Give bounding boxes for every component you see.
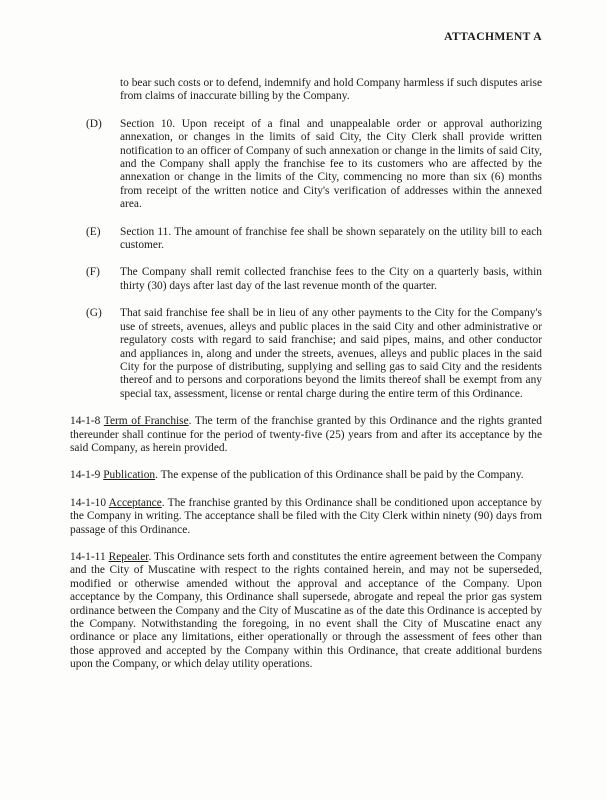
section-number: 14-1-9 [70,469,104,482]
item-text: The Company shall remit collected franchise fees to the City on a quarterly basis, within thirty (30) days after last day of the last revenue month of the quarter. [120,266,542,292]
item-label: (E) [86,225,101,238]
section-14-1-10 [70,497,542,537]
section-text: . The franchise granted by this Ordinance shall be conditioned upon acceptance by the Company in writing. The acceptance shall be filed with the City Clerk within ninety (90) days from passage of this Ordinance. [70,496,542,536]
list-item-f [86,266,542,293]
section-text: . This Ordinance sets forth and constitutes the entire agreement between the Company and the City of Muscatine with respect to the rights contained herein, and may not be superseded, modified or otherwise amended without the approval and acceptance of the Company. Upon acceptance by the Company, this Ordinance shall supersede, abrogate and repeal the prior gas system ordinance between the Company and the City of Muscatine as of the date this Ordinance is accepted by the Company. Notwithstanding the foregoing, in no event shall the City of Muscatine enact any ordinance or place any limitations, either operationally or through the assessment of fees other than those approved and accepted by the Company within this Ordinance, that create additional burdens upon the Company, or which delay utility operations. [70,550,542,671]
item-label: (F) [86,266,100,279]
item-text: Section 10. Upon receipt of a final and unappealable order or approval authorizing annexation, or changes in the limits of said City, the City Clerk shall provide written notification to an officer of Company of such annexation or change in the limits of said City, and the Company shall apply the franchise fee to its customers who are affected by the annexation or change in the limits of the City, commencing no more than six (6) months from receipt of the written notice and City's verification of addresses within the annexed area. [120,117,542,211]
item-text: That said franchise fee shall be in lieu of any other payments to the City for the Company's use of streets, avenues, alleys and public places in the said City and other administrative or regulatory costs with regard to said franchise; and said pipes, mains, and other conductor and appliances in, along and under the streets, avenues, alleys and public places in the said City for the purpose of distributing, supplying and selling gas to said City and the residents thereof and to persons and corporations beyond the limits thereof shall be exempt from any special tax, assessment, license or rental charge during the entire term of this Ordinance. [120,307,542,400]
list-item-e [86,226,542,253]
section-14-1-11 [70,551,542,672]
section-title: Publication [103,469,156,482]
attachment-header: ATTACHMENT A [444,30,542,43]
item-label: (D) [86,117,102,130]
item-text: Section 11. The amount of franchise fee shall be shown separately on the utility bill to each customer. [120,225,542,252]
section-text: . The term of the franchise granted by this Ordinance and the rights granted thereunder shall continue for the period of twenty-five (25) years from and after its acceptance by the said Company, as herein provided. [70,415,542,454]
section-14-1-9 [70,469,542,482]
list-item-d [86,118,542,212]
section-number: 14-1-11 [70,550,109,563]
continuation-paragraph: to bear such costs or to defend, indemnify and hold Company harmless if such disputes arise from claims of inaccurate billing by the Company. [120,77,542,103]
document-body [70,77,542,672]
section-title: Acceptance [108,496,162,509]
list-item-g [86,307,542,401]
section-number: 14-1-8 [70,415,104,428]
section-number: 14-1-10 [70,496,109,509]
section-title: Term of Franchise [103,415,189,428]
item-label: (G) [86,307,102,320]
section-title: Repealer [108,550,149,563]
section-text: . The expense of the publication of this Ordinance shall be paid by the Company. [155,469,524,482]
section-14-1-8 [70,415,542,455]
